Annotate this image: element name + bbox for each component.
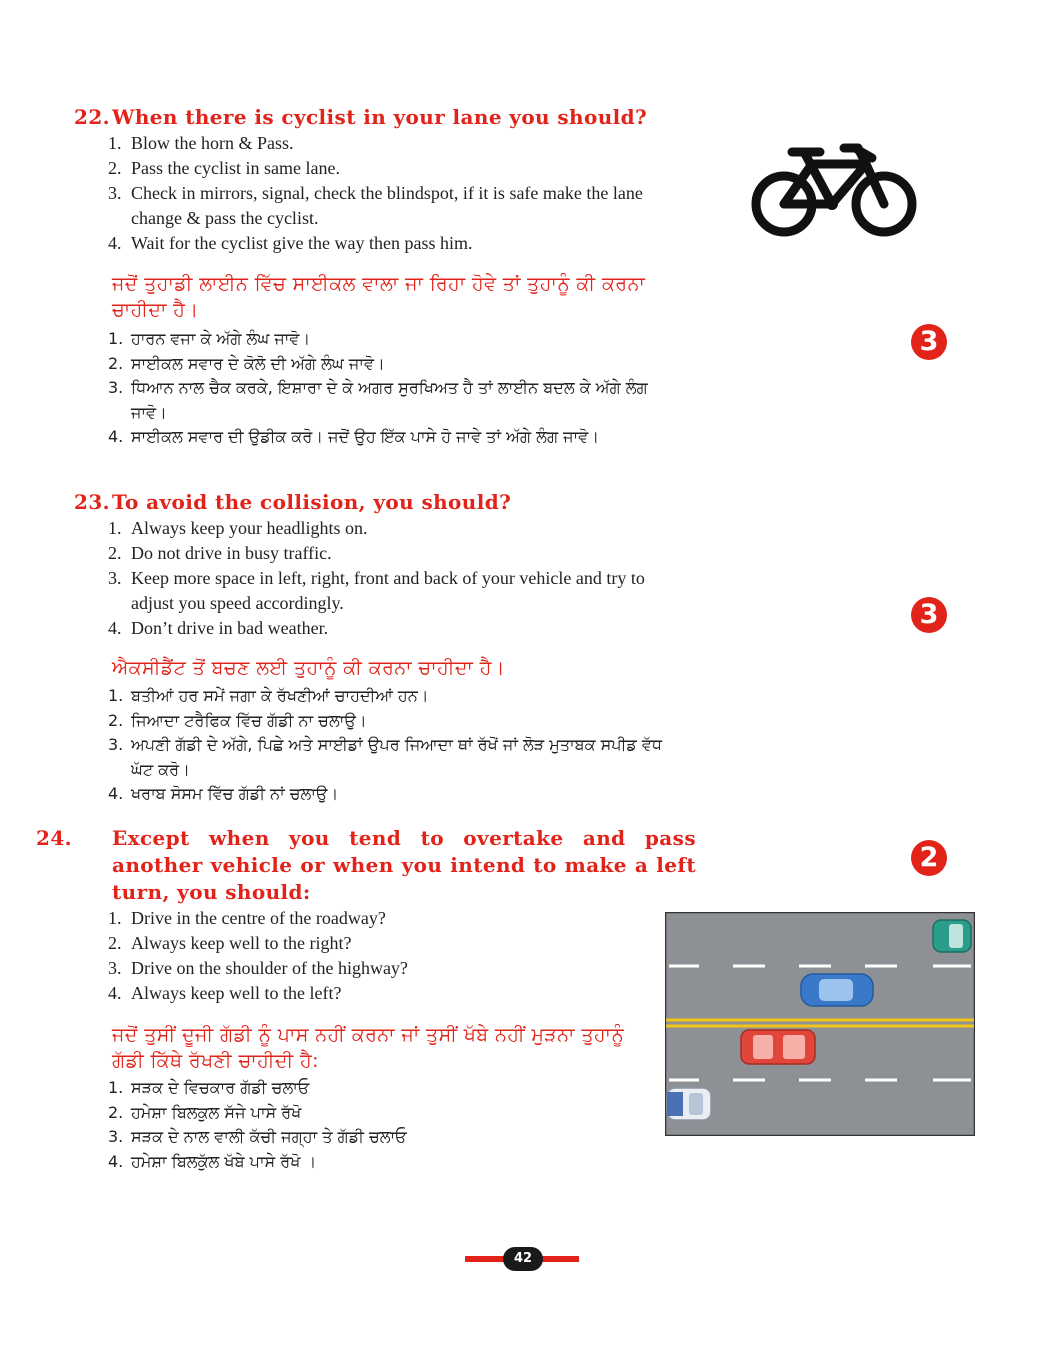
option: 3. Drive on the shoulder of the highway?: [108, 958, 408, 978]
option: 4. ਹਮੇਸ਼ਾ ਬਿਲਕੁੱਲ ਖੱਬੇ ਪਾਸੇ ਰੱਖੋ ।: [108, 1151, 317, 1171]
footer-bar-right: [539, 1256, 579, 1262]
option: 1. Blow the horn & Pass.: [108, 133, 294, 153]
option: 2. ਹਮੇਸ਼ਾ ਬਿਲਕੁਲ ਸੱਜੇ ਪਾਸੇ ਰੱਖੋ: [108, 1102, 302, 1122]
question-22-options: [108, 131, 668, 256]
question-23-punjabi-title: ਐਕਸੀਡੈਂਟ ਤੋਂ ਬਚਣ ਲਈ ਤੁਹਾਨੂੰ ਕੀ ਕਰਨਾ ਚਾਹੀਦਾ ਹੈ।: [112, 657, 505, 679]
option: 3. ਅਪਣੀ ਗੱਡੀ ਦੇ ਅੱਗੇ, ਪਿਛੇ ਅਤੇ ਸਾਈਡਾਂ ਉਪਰ ਜਿਆਦਾ ਥਾਂ ਰੱਖੋਂ ਜਾਂ ਲੋੜ ਮੁਤਾਬਕ ਸਪੀਡ ਵੱਧ ਘੱਟ ਕਰੋ।: [108, 735, 662, 779]
option: 3. ਸੜਕ ਦੇ ਨਾਲ ਵਾਲੀ ਕੱਚੀ ਜਗ੍ਹਾ ਤੇ ਗੱਡੀ ਚਲਾਓ: [108, 1127, 407, 1146]
option: 1. ਸੜਕ ਦੇ ਵਿਚਕਾਰ ਗੱਡੀ ਚਲਾਓ: [108, 1078, 310, 1097]
option: 2. Always keep well to the right?: [108, 933, 352, 953]
car-icon: [741, 1030, 815, 1064]
answer-badge-23: 3: [911, 597, 947, 633]
option: 2. ਜਿਆਦਾ ਟਰੈਫਿਕ ਵਿੱਚ ਗੱਡੀ ਨਾ ਚਲਾਉ।: [108, 710, 367, 730]
answer-badge-22: 3: [911, 324, 947, 360]
footer-bar-left: [465, 1256, 507, 1262]
road-traffic-illustration: [665, 912, 975, 1136]
option: 4. ਖਰਾਬ ਸੋਸਮ ਵਿੱਚ ਗੱਡੀ ਨਾਂ ਚਲਾਉ।: [108, 784, 339, 803]
question-24-options: [108, 906, 668, 1006]
option: 4. Wait for the cyclist give the way then pass him.: [108, 233, 473, 253]
option: 2. Do not drive in busy traffic.: [108, 543, 332, 563]
car-icon: [933, 920, 971, 952]
bicycle-icon: [746, 140, 922, 238]
option: 2. Pass the cyclist in same lane.: [108, 158, 340, 178]
car-icon: [667, 1088, 711, 1120]
car-icon: [801, 974, 873, 1006]
option: 3. Keep more space in left, right, front and back of your vehicle and try to adjust you speed accordingly.: [108, 568, 645, 613]
option: 1. Drive in the centre of the roadway?: [108, 908, 386, 928]
question-23-options: [108, 516, 668, 641]
question-23-title: 23. To avoid the collision, you should?: [74, 490, 512, 514]
question-22-punjabi-title: ਜਦੋਂ ਤੁਹਾਡੀ ਲਾਈਨ ਵਿੱਚ ਸਾਈਕਲ ਵਾਲਾ ਜਾ ਰਿਹਾ ਹੋਵੇ ਤਾਂ ਤੁਹਾਨੂੰ ਕੀ ਕਰਨਾ ਚਾਹੀਦਾ ਹੈ।: [112, 273, 646, 321]
option: 4. Always keep well to the left?: [108, 983, 342, 1003]
option: 4. ਸਾਈਕਲ ਸਵਾਰ ਦੀ ਉਡੀਕ ਕਰੋ। ਜਦੋਂ ਉਹ ਇੱਕ ਪਾਸੇ ਹੋ ਜਾਵੇ ਤਾਂ ਅੱਗੇ ਲੰਗ ਜਾਵੋ।: [108, 427, 600, 446]
question-24-title: 24. Except when you tend to overtake and pass another vehicle or when you intend to make a left turn, you should:: [36, 826, 696, 904]
option: 3. ਧਿਆਨ ਨਾਲ ਚੈਕ ਕਰਕੇ, ਇਸ਼ਾਰਾ ਦੇ ਕੇ ਅਗਰ ਸੁਰਖਿਅਤ ਹੈ ਤਾਂ ਲਾਈਨ ਬਦਲ ਕੇ ਅੱਗੇ ਲੰਗ ਜਾਵੋ।: [108, 378, 648, 422]
answer-badge-24: 2: [911, 840, 947, 876]
option: 4. Don’t drive in bad weather.: [108, 618, 329, 638]
option: 1. Always keep your headlights on.: [108, 518, 368, 538]
option: 2. ਸਾਈਕਲ ਸਵਾਰ ਦੇ ਕੋਲੋ ਦੀ ਅੱਗੇ ਲੰਘ ਜਾਵੋ।: [108, 353, 385, 373]
option: 3. Check in mirrors, signal, check the blindspot, if it is safe make the lane change & pass the cyclist.: [108, 183, 643, 228]
question-22-title: 22. When there is cyclist in your lane you should?: [74, 105, 648, 129]
question-24-punjabi-options: [108, 1076, 668, 1174]
question-22-punjabi-options: [108, 327, 668, 450]
page-number: 42: [503, 1247, 543, 1271]
option: 1. ਹਾਰਨ ਵਜਾ ਕੇ ਅੱਗੇ ਲੰਘ ਜਾਵੋ।: [108, 329, 311, 348]
question-23-punjabi-options: [108, 684, 668, 807]
question-24-punjabi-title: ਜਦੋਂ ਤੁਸੀਂ ਦੂਜੀ ਗੱਡੀ ਨੂੰ ਪਾਸ ਨਹੀਂ ਕਰਨਾ ਜਾਂ ਤੁਸੀਂ ਖੱਬੇ ਨਹੀਂ ਮੁੜਨਾ ਤੁਹਾਨੂੰ ਗੱਡੀ ਕਿੱਥੇ ਰੱਖਣੀ ਚਾਹੀਦੀ ਹੈ:: [112, 1024, 625, 1072]
option: 1. ਬਤੀਆਂ ਹਰ ਸਮੇਂ ਜਗਾ ਕੇ ਰੱਖਣੀਆਂ ਚਾਹਦੀਆਂ ਹਨ।: [108, 686, 429, 705]
